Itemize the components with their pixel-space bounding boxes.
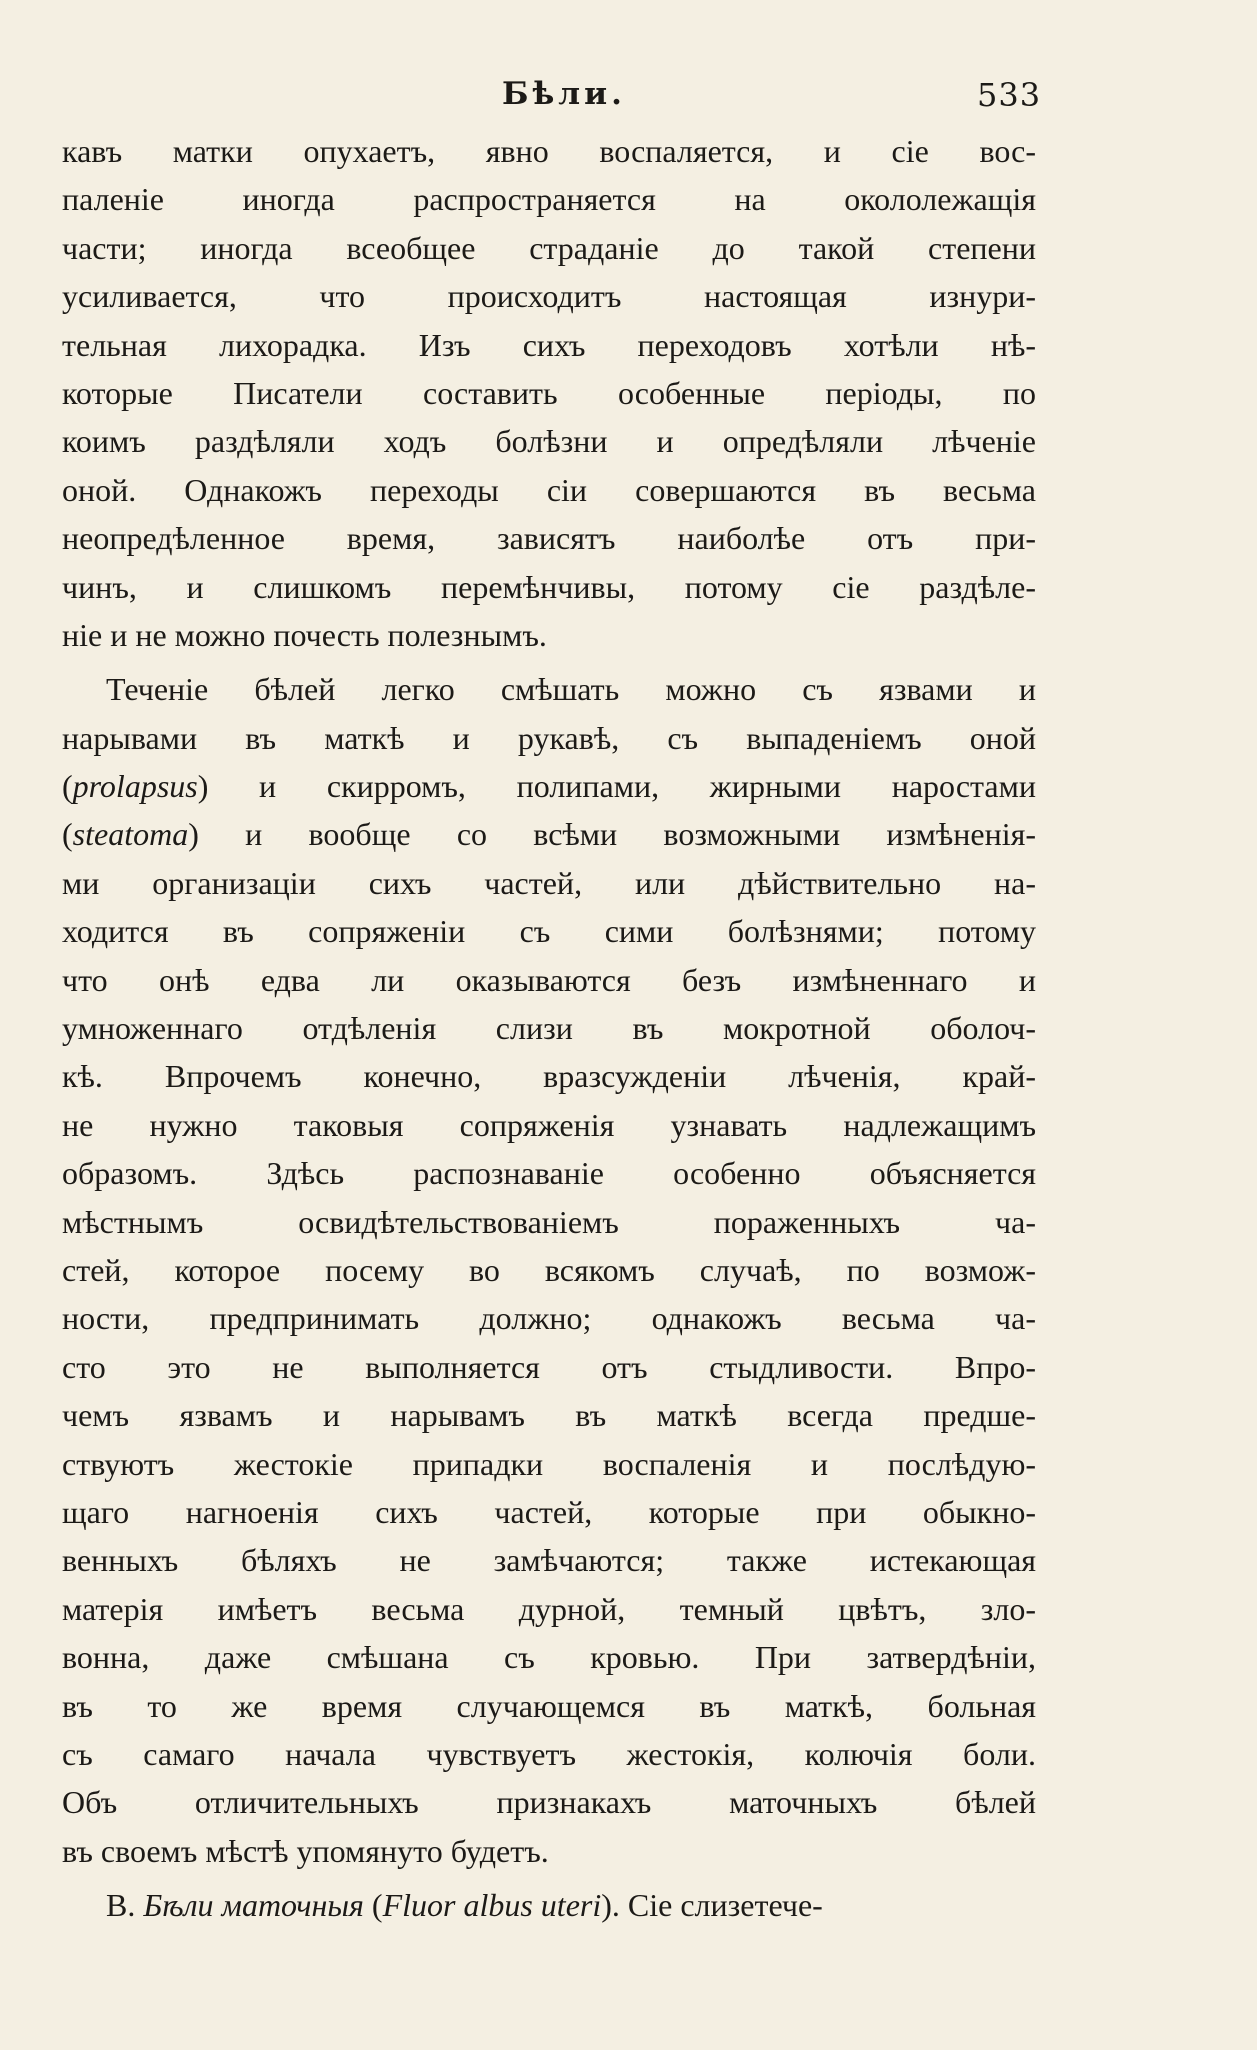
text-line: ніе и не можно почесть полезнымъ.	[62, 616, 547, 653]
text-line: неопредѣленное время, зависятъ наиболѣе отъ при-	[62, 520, 1036, 557]
text-line: ности, предпринимать должно; однакожъ весьма ча-	[62, 1300, 1036, 1337]
text-line: кѣ. Впрочемъ конечно, вразсужденіи лѣченія, край-	[62, 1058, 1036, 1095]
text-line: паленіе иногда распространяется на окололежащія	[62, 181, 1036, 218]
text-line: образомъ. Здѣсь распознаваніе особенно объясняется	[62, 1155, 1036, 1192]
latin-term: prolapsus	[72, 768, 198, 805]
page-number: 533	[977, 76, 1042, 114]
text-line: кавъ матки опухаетъ, явно воспаляется, и сіе вос-	[62, 133, 1036, 169]
bracket: (	[363, 1887, 383, 1924]
text-line: ствуютъ жестокіе припадки воспаленія и послѣдую-	[62, 1445, 1036, 1482]
text-run: ) и вообще со всѣми возможными измѣненія-	[188, 816, 1036, 853]
text-line: чинъ, и слишкомъ перемѣнчивы, потому сіе раздѣле-	[62, 568, 1036, 605]
text-line: не нужно таковыя сопряженія узнавать надлежащимъ	[62, 1106, 1036, 1143]
running-head: Бѣли.	[502, 76, 626, 112]
page-header	[62, 76, 1062, 116]
text-line: Объ отличительныхъ признакахъ маточныхъ бѣлей	[62, 1784, 1036, 1821]
text-line: что онѣ едва ли оказываются безъ измѣненнаго и	[62, 961, 1036, 998]
text-line: чемъ язвамъ и нарывамъ въ маткѣ всегда предше-	[62, 1397, 1036, 1434]
text-line: щаго нагноенія сихъ частей, которые при обыкно-	[62, 1493, 1036, 1530]
text-line: съ самаго начала чувствуетъ жестокія, колючія боли.	[62, 1735, 1036, 1772]
text-line	[62, 810, 1036, 858]
section-title-russian: Бѣли маточныя	[143, 1887, 364, 1924]
text-line: стей, которое посему во всякомъ случаѣ, по возмож-	[62, 1251, 1036, 1288]
text-line: умноженнаго отдѣленія слизи въ мокротной оболоч-	[62, 1010, 1036, 1047]
text-run: ) и скирромъ, полипами, жирными наростами	[197, 768, 1036, 805]
bracket: (	[62, 816, 73, 853]
text-line	[62, 762, 1036, 810]
text-line: части; иногда всеобщее страданіе до такой степени	[62, 229, 1036, 266]
section-heading-line	[62, 1881, 1036, 1929]
text-line: ми организаціи сихъ частей, или дѣйствительно на-	[62, 864, 1036, 901]
latin-term: steatoma	[72, 816, 189, 853]
text-line: нарывами въ маткѣ и рукавѣ, съ выпаденіемъ оной	[62, 719, 1036, 756]
text-line: вонна, даже смѣшана съ кровью. При затвердѣніи,	[62, 1639, 1036, 1676]
text-line: Теченіе бѣлей легко смѣшать можно съ язвами и	[106, 671, 1036, 708]
text-line: матерія имѣетъ весьма дурной, темный цвѣтъ, зло-	[62, 1590, 1036, 1627]
text-line: усиливается, что происходитъ настоящая изнури-	[62, 278, 1036, 315]
text-line: въ своемъ мѣстѣ упомянуто будетъ.	[62, 1832, 549, 1869]
text-line: ходится въ сопряженіи съ сими болѣзнями; потому	[62, 913, 1036, 950]
text-line: венныхъ бѣляхъ не замѣчаются; также истекающая	[62, 1542, 1036, 1579]
body-text	[62, 127, 1036, 1929]
text-line: въ то же время случающемся въ маткѣ, больная	[62, 1687, 1036, 1724]
text-line: оной. Однакожъ переходы сіи совершаются въ весьма	[62, 471, 1036, 508]
text-line: коимъ раздѣляли ходъ болѣзни и опредѣляли лѣченіе	[62, 423, 1036, 460]
text-line: тельная лихорадка. Изъ сихъ переходовъ хотѣли нѣ-	[62, 326, 1036, 363]
text-line: которые Писатели составить особенные періоды, по	[62, 374, 1036, 411]
text-line: сто это не выполняется отъ стыдливости. Впро-	[62, 1348, 1036, 1385]
text-line: мѣстнымъ освидѣтельствованіемъ пораженныхъ ча-	[62, 1203, 1036, 1240]
text-run: ). Сіе слизетече-	[601, 1887, 823, 1924]
section-letter: B.	[106, 1887, 144, 1924]
section-title-latin: Fluor albus uteri	[382, 1887, 602, 1924]
bracket: (	[62, 768, 73, 805]
